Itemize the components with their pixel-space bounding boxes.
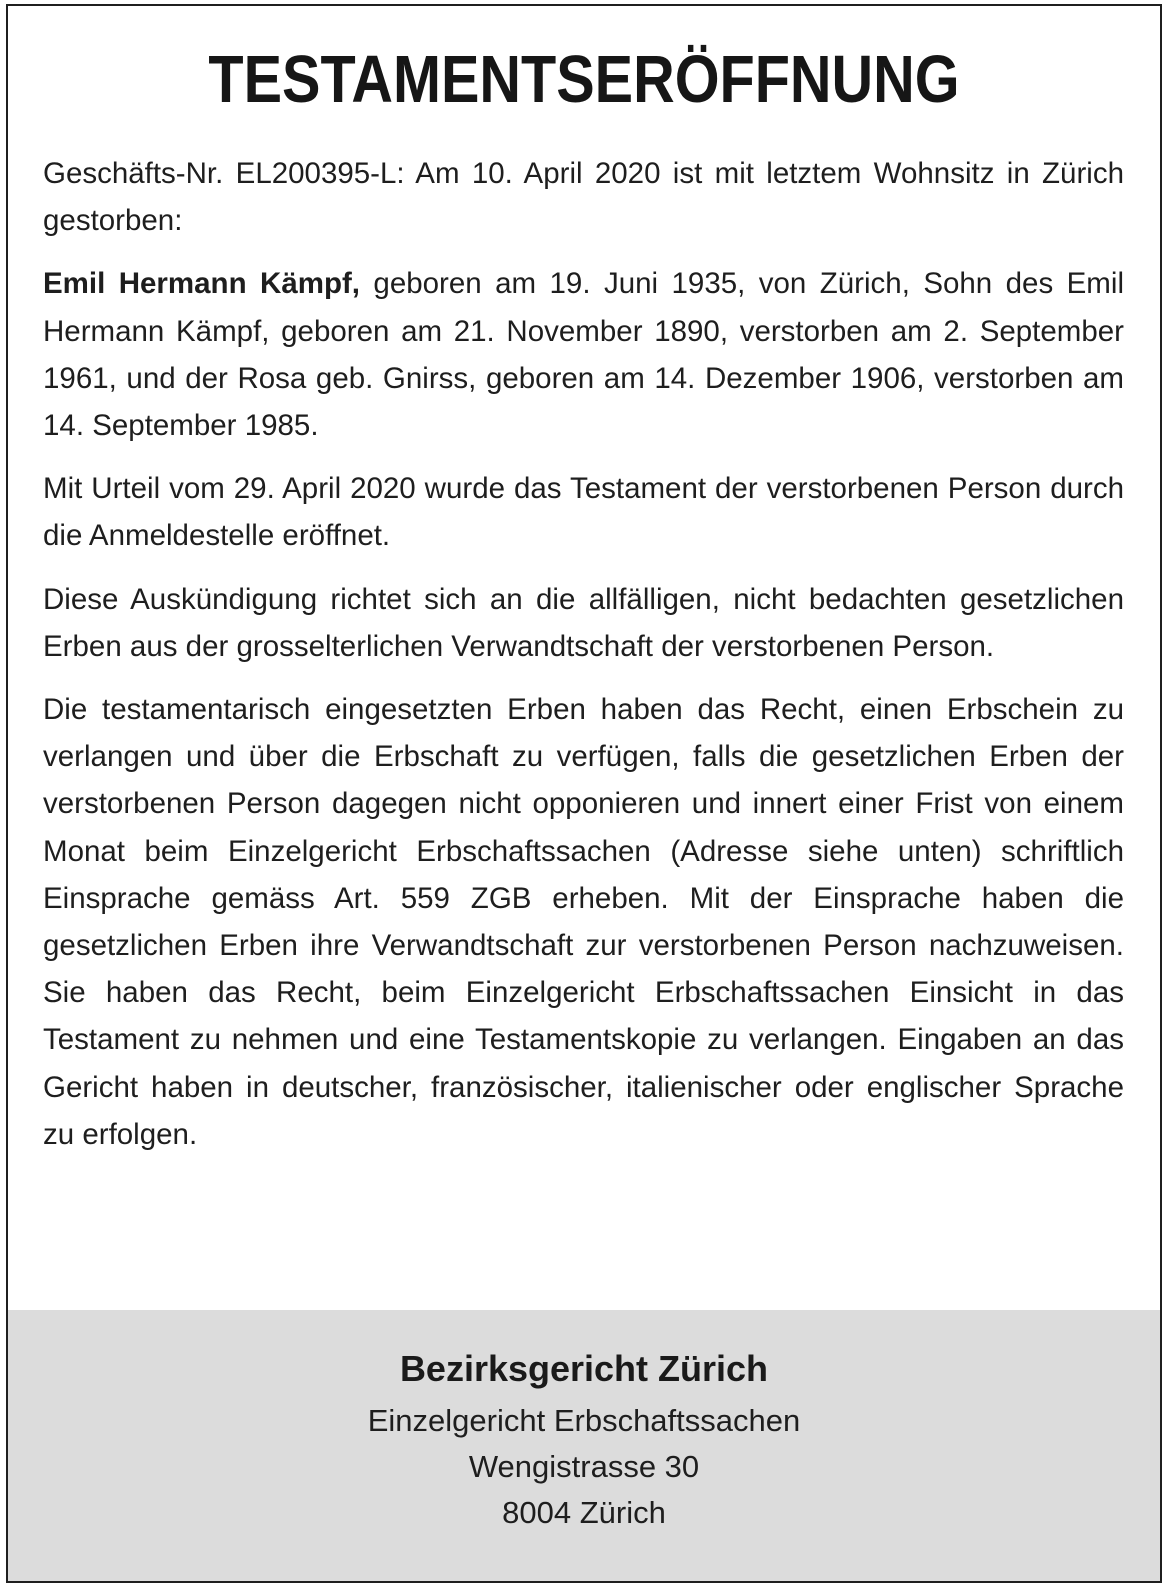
paragraph-case-number: Geschäfts-Nr. EL200395-L: Am 10. April 2020 ist mit letztem Wohnsitz in Zürich gestorben: xyxy=(43,157,1124,238)
court-street: Wengistrasse 30 xyxy=(468,1449,700,1484)
notice-document xyxy=(6,4,1162,1583)
notice-title: TESTAMENTSERÖFFNUNG xyxy=(208,42,960,117)
deceased-details: geboren am 19. Juni 1935, von Zürich, Sohn des Emil Hermann Kämpf, geboren am 21. November 1890, verstorben am 2. September 1961, und der Rosa geb. Gnirss, geboren am 14. Dezember 1906, verstorben am 14. September 1985. xyxy=(43,267,1124,443)
court-department: Einzelgericht Erbschaftssachen xyxy=(367,1403,801,1438)
paragraph-deceased xyxy=(43,260,1124,449)
court-address-box xyxy=(8,1310,1160,1581)
paragraph-judgment: Mit Urteil vom 29. April 2020 wurde das Testament der verstorbenen Person durch die Anmeldestelle eröffnet. xyxy=(43,472,1124,553)
notice-body xyxy=(43,150,1124,1174)
court-city: 8004 Zürich xyxy=(502,1495,666,1530)
paragraph-rights: Die testamentarisch eingesetzten Erben haben das Recht, einen Erbschein zu verlangen und über die Erbschaft zu verfügen, falls die gesetzlichen Erben der verstorbenen Person dagegen nicht opponieren und innert einer Frist von einem Monat beim Einzelgericht Erbschaftssachen (Adresse siehe unten) schriftlich Einsprache gemäss Art. 559 ZGB erheben. Mit der Einsprache haben die gesetzlichen Erben ihre Verwandtschaft zur verstorbenen Person nachzuweisen. Sie haben das Recht, beim Einzelgericht Erbschaftssachen Einsicht in das Testament zu nehmen und eine Testamentskopie zu verlangen. Eingaben an das Gericht haben in deutscher, französischer, italienischer oder englischer Sprache zu erfolgen. xyxy=(43,693,1124,1151)
court-name: Bezirksgericht Zürich xyxy=(399,1348,769,1389)
paragraph-audience: Diese Auskündigung richtet sich an die allfälligen, nicht bedachten gesetzlichen Erben aus der grosselterlichen Verwandtschaft der verstorbenen Person. xyxy=(43,582,1124,663)
deceased-name: Emil Hermann Kämpf, xyxy=(43,267,360,301)
